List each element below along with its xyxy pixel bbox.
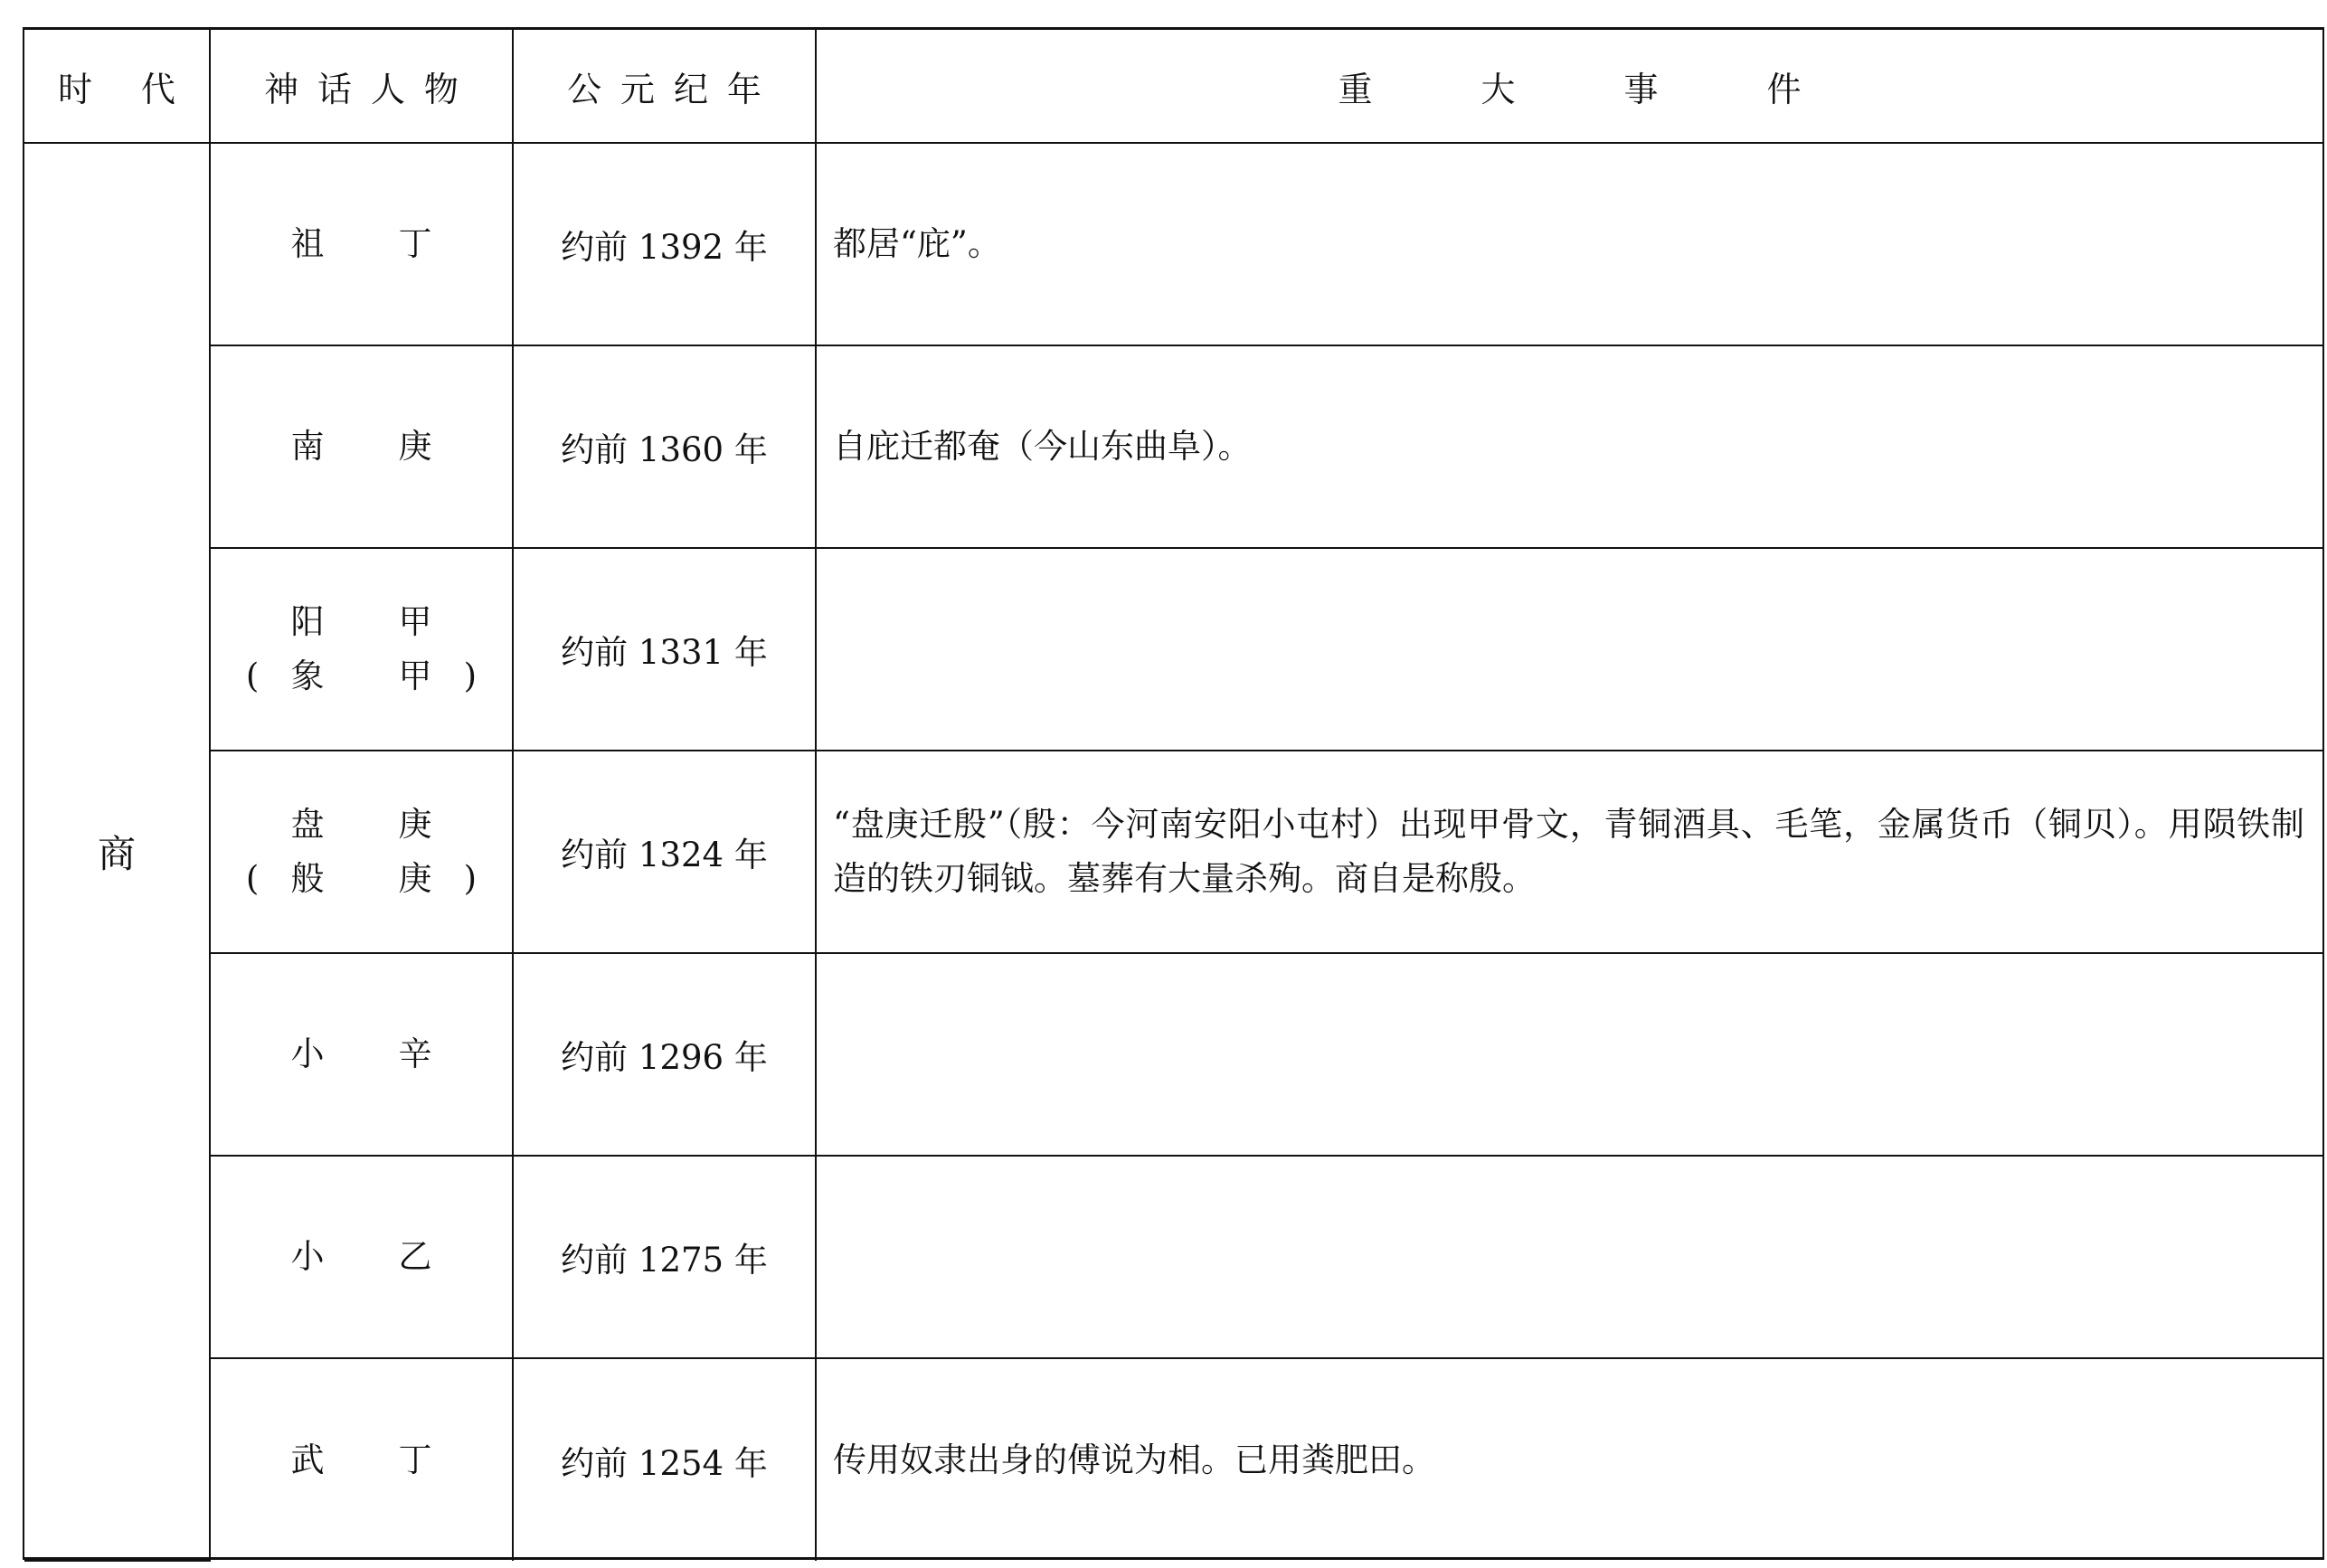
- table-row: [24, 1358, 2322, 1561]
- table-row: [24, 953, 2322, 1156]
- header-event: [816, 30, 2322, 143]
- header-event-char: 件: [1766, 69, 1802, 109]
- event-cell: [816, 548, 2322, 751]
- figure-name: 阳 甲: [290, 602, 464, 641]
- header-year: 公元纪年: [513, 30, 816, 143]
- year-cell: 约前 1392 年: [513, 143, 816, 345]
- event-cell: 都居“庇”。: [816, 143, 2322, 345]
- header-event-char: 事: [1623, 69, 1659, 109]
- history-table-frame: [23, 27, 2324, 1560]
- header-event-char: 大: [1480, 69, 1516, 109]
- figure-cell: [210, 1358, 513, 1561]
- figure-cell: [210, 953, 513, 1156]
- event-cell: [816, 1156, 2322, 1358]
- event-cell: [816, 953, 2322, 1156]
- figure-alias: (象 甲): [245, 656, 509, 695]
- year-cell: 约前 1331 年: [513, 548, 816, 751]
- event-cell: 自庇迁都奄（今山东曲阜）。: [816, 345, 2322, 548]
- era-cell: 商: [24, 143, 210, 1561]
- table-row: [24, 751, 2322, 953]
- year-cell: 约前 1275 年: [513, 1156, 816, 1358]
- figure-name: 小 乙: [290, 1237, 464, 1276]
- event-cell: “盘庚迁殷”（殷：今河南安阳小屯村）出现甲骨文，青铜酒具、毛笔，金属货币（铜贝）。用陨铁制造的铁刃铜钺。墓葬有大量杀殉。商自是称殷。: [816, 751, 2322, 953]
- table-row: [24, 143, 2322, 345]
- figure-name: 盘 庚: [290, 805, 464, 844]
- year-cell: 约前 1296 年: [513, 953, 816, 1156]
- year-cell: 约前 1254 年: [513, 1358, 816, 1561]
- figure-cell: [210, 751, 513, 953]
- table-header-row: [24, 30, 2322, 143]
- header-event-char: 重: [1338, 69, 1373, 109]
- figure-cell: [210, 345, 513, 548]
- figure-alias: (般 庚): [245, 859, 509, 898]
- figure-cell: [210, 1156, 513, 1358]
- figure-name: 小 辛: [290, 1034, 464, 1073]
- header-figure: 神话人物: [210, 30, 513, 143]
- history-table: [24, 30, 2322, 1562]
- figure-name: 武 丁: [290, 1440, 464, 1479]
- table-row: [24, 345, 2322, 548]
- figure-cell: [210, 548, 513, 751]
- figure-cell: [210, 143, 513, 345]
- table-row: [24, 548, 2322, 751]
- year-cell: 约前 1324 年: [513, 751, 816, 953]
- figure-name: 南 庚: [290, 427, 464, 466]
- year-cell: 约前 1360 年: [513, 345, 816, 548]
- figure-name: 祖 丁: [290, 224, 464, 263]
- event-cell: 传用奴隶出身的傅说为相。已用粪肥田。: [816, 1358, 2322, 1561]
- table-row: [24, 1156, 2322, 1358]
- header-era: 时 代: [24, 30, 210, 143]
